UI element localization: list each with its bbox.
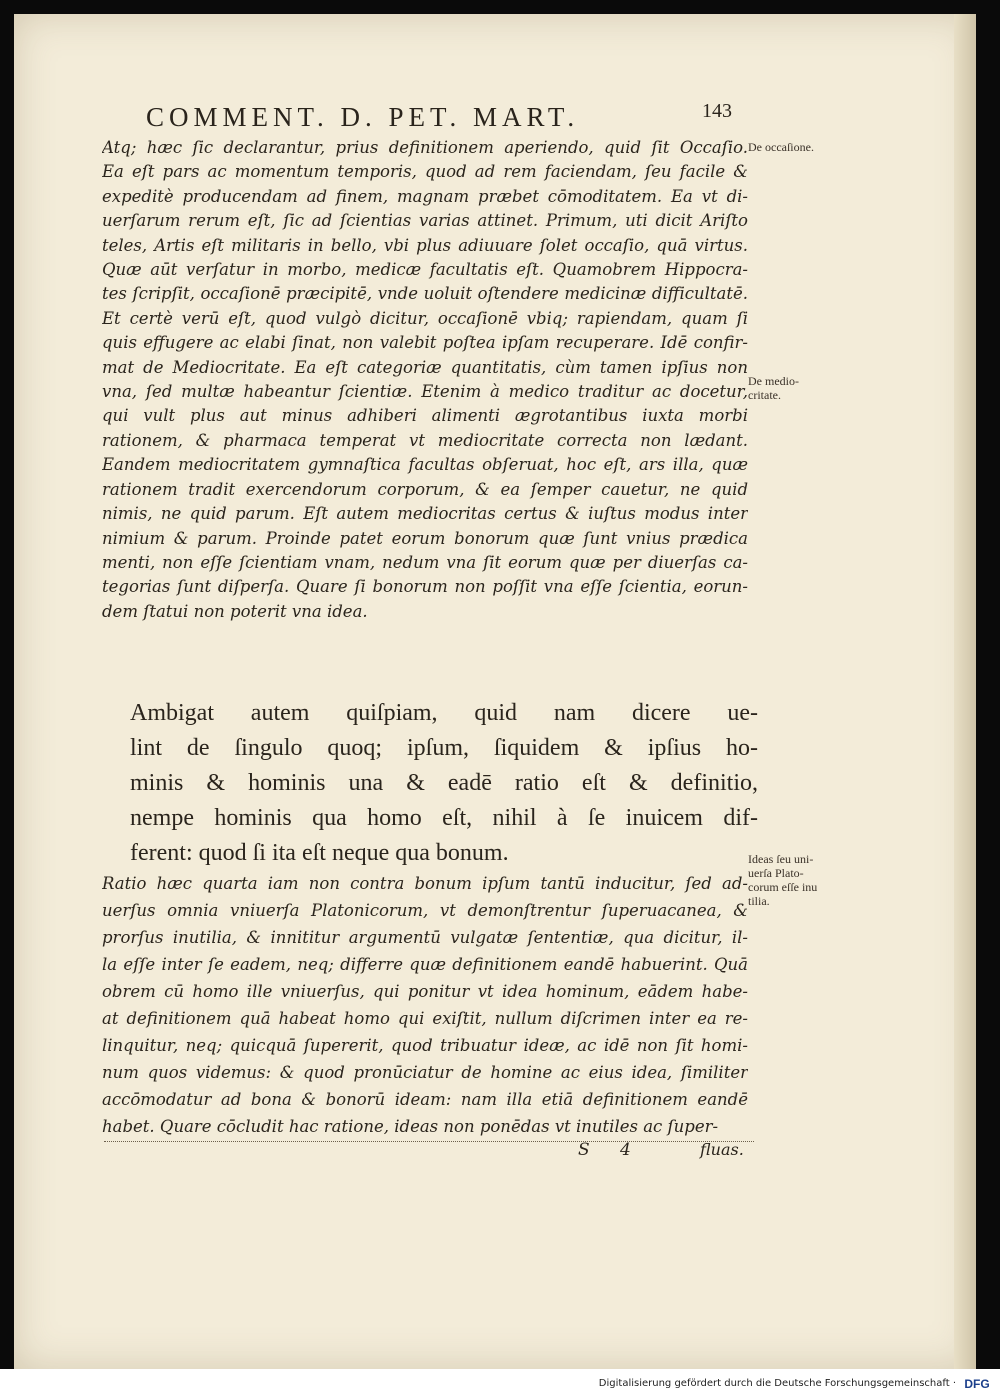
text-line: Quæ aūt verſatur in morbo, medicæ facultatis eſt. Quamobrem Hippocra-	[102, 260, 748, 280]
text-line: nempe hominis qua homo eſt, nihil à ſe inuicem dif-	[130, 805, 758, 831]
text-line: Atq; hæc ſic declarantur, prius definitionem aperiendo, quid ſit Occaſio.	[102, 138, 748, 157]
margin-note-mediocritate	[748, 374, 799, 402]
text-line: vna, ſed multæ habeantur ſcientiæ. Etenim à medico traditur ac docetur,	[102, 382, 748, 402]
text-line: num quos videmus: & quod pronūciatur de homine ac eius idea, ſimiliter	[102, 1063, 748, 1082]
text-line: Ambigat autem quiſpiam, quid nam dicere ue-	[130, 700, 758, 726]
running-title: COMMENT. D. PET. MART.	[146, 102, 580, 132]
margin-note-ideas	[748, 852, 817, 908]
text-line: quis effugere ac elabi ſinat, non valebit poſtea ipſam recuperare. Idē confir-	[102, 333, 748, 353]
signature-mark: S	[578, 1140, 590, 1160]
aristotle-text	[130, 696, 758, 871]
text-line: rationem tradit exercendorum corporum, & ea ſemper cauetur, ne quid	[102, 479, 748, 499]
text-line: lint de ſingulo quoq; ipſum, ſiquidem & ipſius ho-	[130, 735, 758, 761]
text-line: at definitionem quā habeat homo qui exiſtit, nullum diſcrimen inter ea re-	[102, 1009, 748, 1028]
text-line: minis & hominis una & eadē ratio eſt & definitio,	[130, 770, 758, 796]
text-line: dem ſtatui non poterit vna idea.	[102, 601, 368, 621]
text-line: obrem cū homo ille vniuerſus, qui ponitur vt idea hominum, eādem habe-	[102, 982, 748, 1001]
digitization-credit: Digitalisierung gefördert durch die Deutsche Forschungsgemeinschaft ·	[598, 1378, 956, 1389]
commentary-block-1	[102, 136, 748, 624]
text-line: teles, Artis eſt militaris in bello, vbi plus adiuuare ſolet occaſio, quā virtus.	[102, 235, 748, 255]
text-line: tes ſcripſit, occaſionē præcipitē, vnde uoluit oſtendere medicinæ difficultatē.	[102, 284, 748, 304]
dfg-logo	[960, 1376, 994, 1391]
text-line: linquitur, neq; quicquā ſupererit, quod tribuatur ideæ, ac idē non ſit homi-	[102, 1036, 748, 1055]
text-line: Ea eſt pars ac momentum temporis, quod ad rem faciendam, ſeu facile &	[102, 162, 748, 182]
signature-number: 4	[620, 1140, 631, 1160]
catchword: fluas.	[700, 1140, 744, 1159]
text-line: menti, non eſſe ſcientiam vnam, nedum vna ſit eorum quæ per diuerſas ca-	[102, 552, 748, 572]
margin-note-line: corum eſſe inu	[748, 880, 818, 894]
text-line: Et certè verū eſt, quod vulgò dicitur, occaſionē vbiq; rapiendam, quam ſi	[102, 308, 748, 328]
text-line: habet. Quare cōcludit hac ratione, ideas non ponēdas vt inutiles ac ſuper-	[102, 1117, 719, 1136]
commentary-block-2	[102, 870, 748, 1140]
footer-rule	[104, 1141, 754, 1142]
margin-note-text: De occaſione.	[748, 140, 814, 154]
margin-note-line: critate.	[748, 388, 781, 402]
dfg-logo-text: DFG	[964, 1377, 990, 1391]
text-line: qui vult plus aut minus adhiberi alimenti ægrotantibus iuxta morbi	[102, 406, 748, 426]
text-line: Ratio hæc quarta iam non contra bonum ipſum tantū inducitur, ſed ad-	[102, 874, 748, 893]
dfg-logo-icon	[960, 1376, 994, 1391]
text-line: la eſſe inter ſe eadem, neq; differre quæ definitionem eandē habuerint. Quā	[102, 955, 748, 974]
text-line: nimium & parum. Proinde patet eorum bonorum quæ ſunt vnius prædica	[102, 528, 748, 548]
page-edge	[954, 14, 976, 1369]
text-line: mat de Mediocritate. Ea eſt categoriæ quantitatis, cùm tamen ipſius non	[102, 357, 748, 377]
margin-note-line: Ideas ſeu uni-	[748, 852, 814, 866]
page-header	[146, 96, 746, 136]
text-line: Eandem mediocritatem gymnaſtica facultas obſeruat, hoc eſt, ars illa, quæ	[102, 455, 748, 475]
page-number: 143	[702, 100, 732, 122]
footer-strip	[0, 1369, 1000, 1396]
text-line: uerſus omnia vniuerſa Platonicorum, vt demonſtrentur ſuperuacanea, &	[102, 901, 748, 920]
text-line: tegorias ſunt diſperſa. Quare ſi bonorum non poſſit vna eſſe ſcientia, eorun-	[102, 577, 748, 597]
text-line: rationem, & pharmaca temperat vt mediocritate correcta non lædant.	[102, 430, 748, 450]
margin-note-line: De medio-	[748, 374, 799, 388]
text-line: ferent: quod ſi ita eſt neque qua bonum.	[130, 840, 509, 866]
text-line: uerſarum rerum eſt, ſic ad ſcientias varias attinet. Primum, uti dicit Ariſto	[102, 211, 748, 231]
text-line: expeditè producendam ad finem, magnam præbet cōmoditatem. Ea vt di-	[102, 186, 748, 206]
text-line: nimis, ne quid parum. Eſt autem mediocritas certus & iuſtus modus inter	[102, 504, 748, 524]
margin-note-line: tilia.	[748, 894, 770, 908]
text-line: accōmodatur ad bona & bonorū ideam: nam illa etiā definitionem eandē	[102, 1090, 748, 1109]
margin-note-occasione	[748, 140, 814, 154]
margin-note-line: uerſa Plato-	[748, 866, 804, 880]
text-line: prorſus inutilia, & innititur argumentū vulgatæ ſententiæ, qua dicitur, il-	[102, 928, 748, 947]
